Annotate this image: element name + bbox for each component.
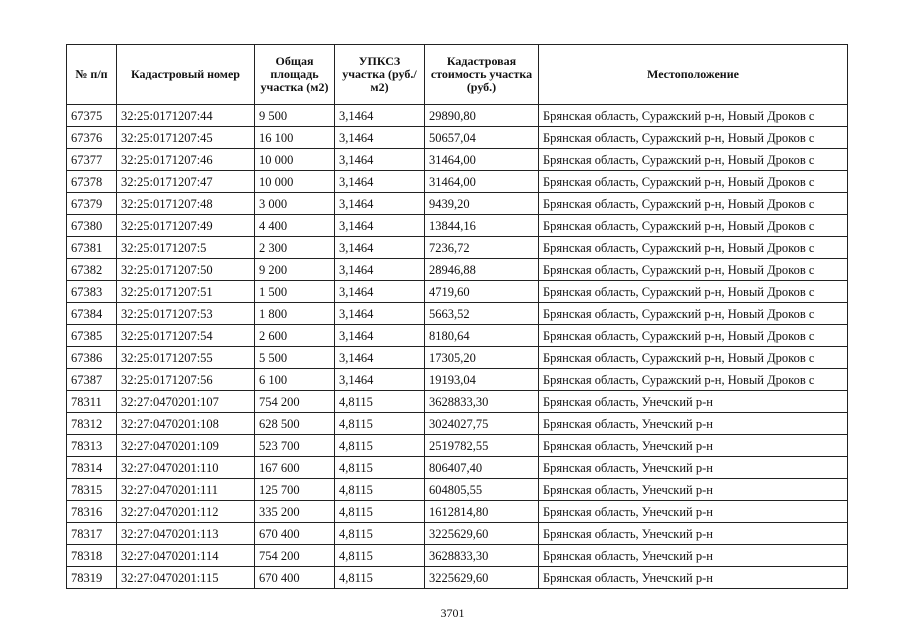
cell-cadastral-number: 32:25:0171207:55 [117,347,255,369]
cell-upksz: 4,8115 [335,391,425,413]
header-cadastral-value: Кадастровая стоимость участка (руб.) [425,45,539,105]
cell-upksz: 3,1464 [335,281,425,303]
cell-upksz: 3,1464 [335,237,425,259]
header-row-number: № п/п [67,45,117,105]
table-body [67,105,848,589]
cell-area: 754 200 [255,391,335,413]
cell-area: 2 600 [255,325,335,347]
cell-cadastral-number: 32:27:0470201:115 [117,567,255,589]
cell-cadastral-number: 32:27:0470201:109 [117,435,255,457]
table-row [67,347,848,369]
cell-row-number: 67383 [67,281,117,303]
cell-location: Брянская область, Суражский р-н, Новый Дроков с [539,303,848,325]
table-row [67,479,848,501]
cell-area: 5 500 [255,347,335,369]
cell-cadastral-value: 28946,88 [425,259,539,281]
cell-cadastral-value: 9439,20 [425,193,539,215]
cell-cadastral-number: 32:27:0470201:112 [117,501,255,523]
cell-row-number: 67380 [67,215,117,237]
cell-cadastral-number: 32:27:0470201:108 [117,413,255,435]
cell-cadastral-value: 13844,16 [425,215,539,237]
cell-area: 125 700 [255,479,335,501]
cell-area: 167 600 [255,457,335,479]
cell-area: 628 500 [255,413,335,435]
cell-cadastral-value: 604805,55 [425,479,539,501]
cell-area: 754 200 [255,545,335,567]
cell-upksz: 3,1464 [335,215,425,237]
cell-cadastral-value: 806407,40 [425,457,539,479]
cell-cadastral-number: 32:25:0171207:47 [117,171,255,193]
cell-cadastral-value: 3024027,75 [425,413,539,435]
cell-location: Брянская область, Суражский р-н, Новый Дроков с [539,347,848,369]
cell-row-number: 78316 [67,501,117,523]
cell-upksz: 4,8115 [335,501,425,523]
cell-upksz: 4,8115 [335,523,425,545]
cell-row-number: 67378 [67,171,117,193]
cell-row-number: 78314 [67,457,117,479]
cell-upksz: 3,1464 [335,369,425,391]
cell-upksz: 4,8115 [335,413,425,435]
cell-row-number: 78318 [67,545,117,567]
header-upksz: УПКСЗ участка (руб./м2) [335,45,425,105]
cell-cadastral-value: 50657,04 [425,127,539,149]
table-row [67,413,848,435]
cell-location: Брянская область, Суражский р-н, Новый Дроков с [539,325,848,347]
cell-area: 1 500 [255,281,335,303]
table-row [67,281,848,303]
header-area: Общая площадь участка (м2) [255,45,335,105]
table-row [67,435,848,457]
cell-location: Брянская область, Унечский р-н [539,435,848,457]
cell-cadastral-number: 32:25:0171207:53 [117,303,255,325]
cell-cadastral-number: 32:27:0470201:114 [117,545,255,567]
cell-area: 9 500 [255,105,335,127]
cell-upksz: 4,8115 [335,545,425,567]
cell-cadastral-value: 3225629,60 [425,523,539,545]
cell-upksz: 4,8115 [335,457,425,479]
cell-area: 670 400 [255,567,335,589]
cell-location: Брянская область, Суражский р-н, Новый Дроков с [539,127,848,149]
cell-cadastral-number: 32:27:0470201:110 [117,457,255,479]
table-row [67,391,848,413]
cell-location: Брянская область, Суражский р-н, Новый Дроков с [539,171,848,193]
cell-cadastral-number: 32:25:0171207:45 [117,127,255,149]
cell-upksz: 3,1464 [335,325,425,347]
header-location: Местоположение [539,45,848,105]
cell-upksz: 4,8115 [335,435,425,457]
cell-cadastral-number: 32:25:0171207:51 [117,281,255,303]
cell-cadastral-value: 7236,72 [425,237,539,259]
cell-cadastral-number: 32:25:0171207:54 [117,325,255,347]
cell-cadastral-number: 32:27:0470201:111 [117,479,255,501]
table-row [67,567,848,589]
table-row [67,215,848,237]
cell-cadastral-value: 2519782,55 [425,435,539,457]
table-row [67,259,848,281]
cell-location: Брянская область, Унечский р-н [539,567,848,589]
cell-cadastral-value: 19193,04 [425,369,539,391]
cell-cadastral-value: 5663,52 [425,303,539,325]
cell-location: Брянская область, Суражский р-н, Новый Дроков с [539,281,848,303]
cell-upksz: 3,1464 [335,105,425,127]
cell-cadastral-number: 32:25:0171207:49 [117,215,255,237]
table-row [67,501,848,523]
cell-upksz: 3,1464 [335,171,425,193]
cell-area: 10 000 [255,171,335,193]
cell-row-number: 67385 [67,325,117,347]
cell-area: 16 100 [255,127,335,149]
cadastral-table [66,44,848,589]
cell-location: Брянская область, Суражский р-н, Новый Дроков с [539,369,848,391]
page-number: 3701 [440,606,465,620]
cell-cadastral-number: 32:27:0470201:107 [117,391,255,413]
cell-area: 523 700 [255,435,335,457]
cell-upksz: 3,1464 [335,127,425,149]
cell-row-number: 78315 [67,479,117,501]
cell-cadastral-value: 3225629,60 [425,567,539,589]
cell-upksz: 3,1464 [335,303,425,325]
cell-cadastral-value: 1612814,80 [425,501,539,523]
table-row [67,105,848,127]
table-row [67,457,848,479]
cell-area: 9 200 [255,259,335,281]
cell-cadastral-value: 3628833,30 [425,545,539,567]
cell-cadastral-number: 32:25:0171207:46 [117,149,255,171]
cell-area: 2 300 [255,237,335,259]
cell-location: Брянская область, Унечский р-н [539,523,848,545]
table-row [67,237,848,259]
cell-cadastral-number: 32:25:0171207:56 [117,369,255,391]
cell-row-number: 78319 [67,567,117,589]
cell-location: Брянская область, Унечский р-н [539,501,848,523]
cell-location: Брянская область, Унечский р-н [539,413,848,435]
cell-upksz: 3,1464 [335,347,425,369]
cell-area: 6 100 [255,369,335,391]
cell-cadastral-value: 31464,00 [425,149,539,171]
cell-upksz: 3,1464 [335,193,425,215]
cell-row-number: 67379 [67,193,117,215]
table-header-row [67,45,848,105]
cell-upksz: 3,1464 [335,149,425,171]
cell-cadastral-value: 4719,60 [425,281,539,303]
cell-upksz: 4,8115 [335,479,425,501]
cell-upksz: 4,8115 [335,567,425,589]
cell-row-number: 78313 [67,435,117,457]
cell-cadastral-value: 17305,20 [425,347,539,369]
cell-row-number: 67376 [67,127,117,149]
cell-cadastral-value: 31464,00 [425,171,539,193]
cell-location: Брянская область, Унечский р-н [539,457,848,479]
cell-location: Брянская область, Суражский р-н, Новый Дроков с [539,215,848,237]
cell-upksz: 3,1464 [335,259,425,281]
cell-location: Брянская область, Унечский р-н [539,545,848,567]
cell-area: 10 000 [255,149,335,171]
cell-cadastral-value: 29890,80 [425,105,539,127]
cell-row-number: 78317 [67,523,117,545]
cell-area: 4 400 [255,215,335,237]
cell-location: Брянская область, Унечский р-н [539,391,848,413]
cell-location: Брянская область, Суражский р-н, Новый Дроков с [539,149,848,171]
cell-location: Брянская область, Суражский р-н, Новый Дроков с [539,193,848,215]
cell-row-number: 78311 [67,391,117,413]
cell-row-number: 78312 [67,413,117,435]
cell-location: Брянская область, Суражский р-н, Новый Дроков с [539,259,848,281]
table-row [67,149,848,171]
cell-cadastral-number: 32:25:0171207:44 [117,105,255,127]
header-cadastral-number: Кадастровый номер [117,45,255,105]
cell-cadastral-number: 32:25:0171207:5 [117,237,255,259]
cell-row-number: 67386 [67,347,117,369]
cell-area: 670 400 [255,523,335,545]
cell-row-number: 67381 [67,237,117,259]
table-row [67,193,848,215]
cell-cadastral-number: 32:25:0171207:48 [117,193,255,215]
table-row [67,325,848,347]
table-row [67,171,848,193]
cell-location: Брянская область, Унечский р-н [539,479,848,501]
table-row [67,127,848,149]
table-row [67,303,848,325]
table-row [67,369,848,391]
cell-row-number: 67384 [67,303,117,325]
cell-row-number: 67375 [67,105,117,127]
cell-cadastral-number: 32:25:0171207:50 [117,259,255,281]
cell-cadastral-value: 3628833,30 [425,391,539,413]
cell-location: Брянская область, Суражский р-н, Новый Дроков с [539,237,848,259]
table-row [67,523,848,545]
cell-row-number: 67382 [67,259,117,281]
cell-cadastral-value: 8180,64 [425,325,539,347]
cell-row-number: 67387 [67,369,117,391]
cell-area: 3 000 [255,193,335,215]
cell-area: 335 200 [255,501,335,523]
cell-cadastral-number: 32:27:0470201:113 [117,523,255,545]
table-row [67,545,848,567]
cell-row-number: 67377 [67,149,117,171]
cell-location: Брянская область, Суражский р-н, Новый Дроков с [539,105,848,127]
cell-area: 1 800 [255,303,335,325]
